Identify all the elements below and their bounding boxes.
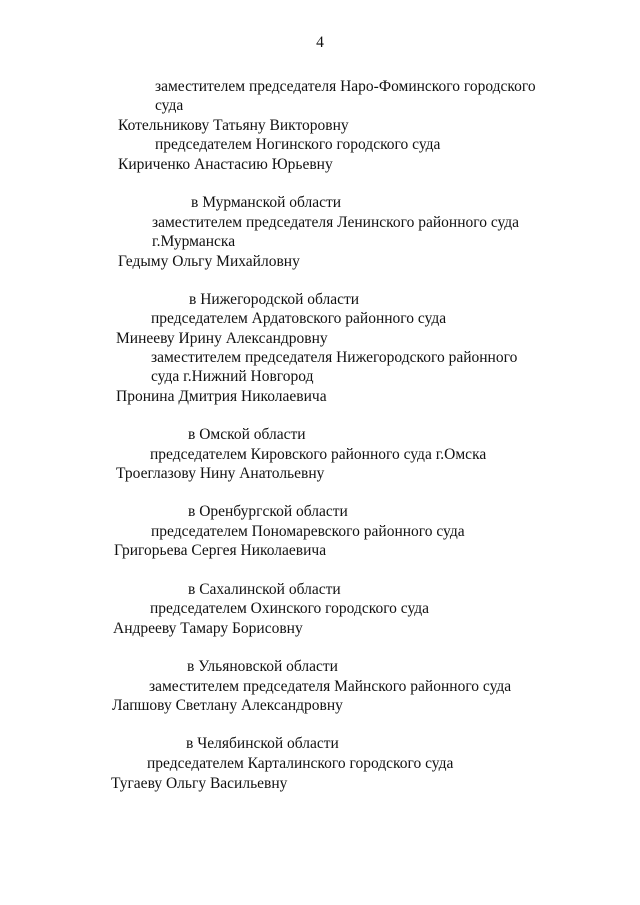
text-line: председателем Ардатовского районного суда bbox=[151, 310, 447, 327]
region-heading: в Нижегородской области bbox=[189, 291, 360, 308]
text-line: председателем Пономаревского районного суда bbox=[151, 523, 465, 540]
region-heading: в Мурманской области bbox=[191, 194, 342, 211]
text-line: Пронина Дмитрия Николаевича bbox=[116, 388, 327, 405]
text-line: суда bbox=[155, 97, 184, 114]
text-line: заместителем председателя Нижегородского районного bbox=[151, 349, 518, 366]
text-line: Троеглазову Нину Анатольевну bbox=[116, 465, 325, 482]
text-line: г.Мурманска bbox=[152, 233, 236, 250]
text-line: Кириченко Анастасию Юрьевну bbox=[118, 156, 333, 173]
text-line: Андрееву Тамару Борисовну bbox=[113, 620, 303, 637]
region-heading: в Челябинской области bbox=[186, 735, 339, 752]
region-heading: в Сахалинской области bbox=[188, 581, 341, 598]
text-line: Котельникову Татьяну Викторовну bbox=[118, 117, 349, 134]
text-line: Григорьева Сергея Николаевича bbox=[114, 542, 327, 559]
text-line: заместителем председателя Наро-Фоминского городского bbox=[155, 78, 536, 95]
page-number: 4 bbox=[316, 34, 324, 51]
text-line: председателем Карталинского городского суда bbox=[147, 755, 454, 772]
text-line: Минееву Ирину Александровну bbox=[116, 330, 328, 347]
region-heading: в Ульяновской области bbox=[187, 658, 338, 675]
region-heading: в Оренбургской области bbox=[188, 503, 348, 520]
text-line: Гедыму Ольгу Михайловну bbox=[118, 253, 300, 270]
text-line: Тугаеву Ольгу Васильевну bbox=[111, 775, 288, 792]
text-line: председателем Охинского городского суда bbox=[150, 600, 430, 617]
text-line: председателем Ногинского городского суда bbox=[155, 136, 441, 153]
text-line: заместителем председателя Ленинского районного суда bbox=[152, 214, 520, 231]
text-line: суда г.Нижний Новгород bbox=[151, 368, 314, 385]
region-heading: в Омской области bbox=[188, 426, 306, 443]
text-line: заместителем председателя Майнского районного суда bbox=[149, 678, 512, 695]
text-line: председателем Кировского районного суда г.Омска bbox=[150, 446, 487, 463]
text-line: Лапшову Светлану Александровну bbox=[112, 697, 343, 714]
